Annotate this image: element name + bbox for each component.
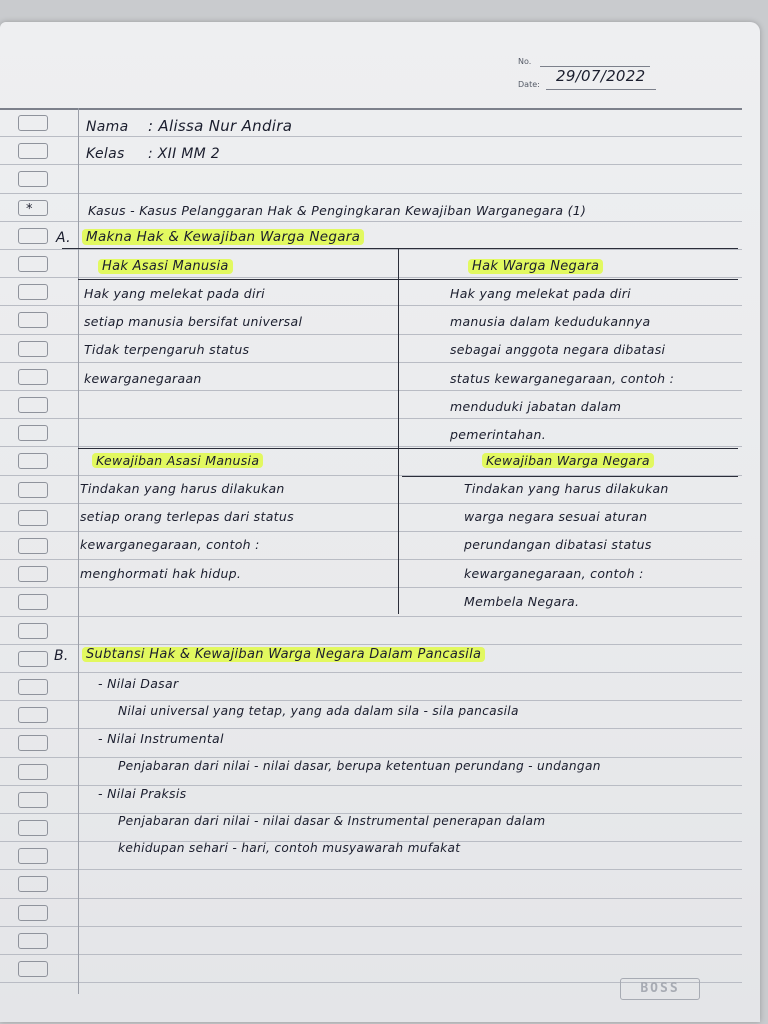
margin-checkbox	[18, 284, 48, 300]
b-text-line: Nilai universal yang tetap, yang ada dalam sila - sila pancasila	[118, 704, 519, 718]
margin-checkbox	[18, 566, 48, 582]
margin-checkbox	[18, 707, 48, 723]
date-value: 29/07/2022	[556, 67, 646, 85]
margin-checkbox	[18, 171, 48, 187]
table-header2-underline	[402, 476, 738, 477]
handwritten-line: warga negara sesuai aturan	[464, 509, 648, 524]
ruled-line	[0, 926, 742, 927]
ruled-line	[0, 362, 742, 363]
handwritten-line: Tindakan yang harus dilakukan	[464, 481, 669, 496]
ruled-line	[0, 164, 742, 165]
section-a-marker: A.	[56, 230, 71, 246]
ruled-line	[0, 672, 742, 673]
kelas-value: : XII MM 2	[148, 146, 220, 162]
col1-header2: Kewajiban Asasi Manusia	[92, 453, 263, 468]
col2-header2: Kewajiban Warga Negara	[482, 453, 654, 468]
date-label: Date:	[518, 80, 540, 89]
ruled-line	[0, 334, 742, 335]
handwritten-line: Tindakan yang harus dilakukan	[80, 481, 285, 496]
margin-checkbox	[18, 735, 48, 751]
kelas-label: Kelas	[86, 146, 125, 162]
ruled-line	[0, 728, 742, 729]
handwritten-line: status kewarganegaraan, contoh :	[450, 371, 675, 386]
ruled-line	[0, 108, 742, 110]
margin-checkbox	[18, 256, 48, 272]
b-bullet: - Nilai Instrumental	[98, 731, 224, 746]
ruled-line	[0, 193, 742, 194]
ruled-line	[0, 277, 742, 278]
margin-checkbox	[18, 397, 48, 413]
handwritten-line: pemerintahan.	[450, 427, 546, 442]
section-b-heading: Subtansi Hak & Kewajiban Warga Negara Dalam Pancasila	[82, 647, 485, 662]
ruled-line	[0, 418, 742, 419]
margin-checkbox	[18, 679, 48, 695]
ruled-line	[0, 954, 742, 955]
b-text-line: Penjabaran dari nilai - nilai dasar & Instrumental penerapan dalam	[118, 814, 546, 828]
margin-checkbox	[18, 369, 48, 385]
ruled-line	[0, 644, 742, 645]
ruled-line	[0, 559, 742, 560]
handwritten-line: Hak yang melekat pada diri	[84, 286, 265, 301]
col2-header: Hak Warga Negara	[468, 259, 603, 274]
handwritten-line: Membela Negara.	[464, 594, 580, 609]
table-header-underline	[78, 279, 738, 280]
col1-header: Hak Asasi Manusia	[98, 259, 233, 274]
margin-checkbox	[18, 200, 48, 216]
ruled-line	[0, 616, 742, 617]
table-top-border	[62, 248, 738, 249]
handwritten-line: menghormati hak hidup.	[80, 566, 242, 581]
ruled-line	[0, 757, 742, 758]
margin-checkbox	[18, 594, 48, 610]
table-divider-upper	[398, 248, 399, 614]
ruled-line	[0, 587, 742, 588]
margin-checkbox	[18, 876, 48, 892]
margin-checkbox	[18, 143, 48, 159]
ruled-line	[0, 136, 742, 137]
margin-checkbox	[18, 961, 48, 977]
margin-checkbox	[18, 510, 48, 526]
margin-checkbox	[18, 115, 48, 131]
ruled-line	[0, 898, 742, 899]
handwritten-line: Hak yang melekat pada diri	[450, 286, 631, 301]
table-mid-border	[78, 448, 738, 449]
margin-checkbox	[18, 453, 48, 469]
brand-logo: BOSS	[620, 978, 700, 1000]
ruled-line	[0, 221, 742, 222]
notebook-page	[0, 22, 760, 1022]
no-label: No.	[518, 57, 532, 66]
margin-checkbox	[18, 538, 48, 554]
margin-line	[78, 108, 79, 994]
margin-checkbox	[18, 623, 48, 639]
margin-checkbox	[18, 341, 48, 357]
handwritten-line: menduduki jabatan dalam	[450, 399, 622, 414]
margin-checkbox	[18, 651, 48, 667]
ruled-line	[0, 446, 742, 447]
section-b-marker: B.	[54, 648, 69, 664]
b-text-line: Penjabaran dari nilai - nilai dasar, berupa ketentuan perundang - undangan	[118, 759, 601, 773]
margin-checkbox	[18, 312, 48, 328]
ruled-line	[0, 390, 742, 391]
margin-checkbox	[18, 792, 48, 808]
star-mark: *	[26, 202, 33, 217]
margin-checkbox	[18, 848, 48, 864]
ruled-line	[0, 531, 742, 532]
margin-checkbox	[18, 764, 48, 780]
ruled-line	[0, 305, 742, 306]
margin-checkbox	[18, 425, 48, 441]
ruled-line	[0, 503, 742, 504]
handwritten-line: perundangan dibatasi status	[464, 537, 652, 552]
margin-checkbox	[18, 933, 48, 949]
handwritten-line: setiap manusia bersifat universal	[84, 314, 303, 329]
ruled-line	[0, 249, 742, 250]
margin-checkbox	[18, 482, 48, 498]
handwritten-line: Tidak terpengaruh status	[84, 342, 250, 357]
nama-value: : Alissa Nur Andira	[148, 117, 293, 135]
b-text-line: kehidupan sehari - hari, contoh musyawarah mufakat	[118, 841, 461, 855]
date-line	[546, 89, 656, 90]
section-a-heading: Makna Hak & Kewajiban Warga Negara	[82, 229, 364, 245]
margin-checkbox	[18, 905, 48, 921]
ruled-line	[0, 700, 742, 701]
handwritten-line: kewarganegaraan	[84, 371, 202, 386]
margin-checkbox	[18, 228, 48, 244]
nama-label: Nama	[86, 119, 129, 135]
handwritten-line: sebagai anggota negara dibatasi	[450, 342, 666, 357]
handwritten-line: kewarganegaraan, contoh :	[464, 566, 644, 581]
ruled-line	[0, 869, 742, 870]
page-title: Kasus - Kasus Pelanggaran Hak & Pengingkaran Kewajiban Warganegara (1)	[88, 203, 587, 218]
handwritten-line: kewarganegaraan, contoh :	[80, 537, 260, 552]
b-bullet: - Nilai Praksis	[98, 786, 187, 801]
handwritten-line: setiap orang terlepas dari status	[80, 509, 294, 524]
b-bullet: - Nilai Dasar	[98, 676, 179, 691]
handwritten-line: manusia dalam kedudukannya	[450, 314, 651, 329]
margin-checkbox	[18, 820, 48, 836]
